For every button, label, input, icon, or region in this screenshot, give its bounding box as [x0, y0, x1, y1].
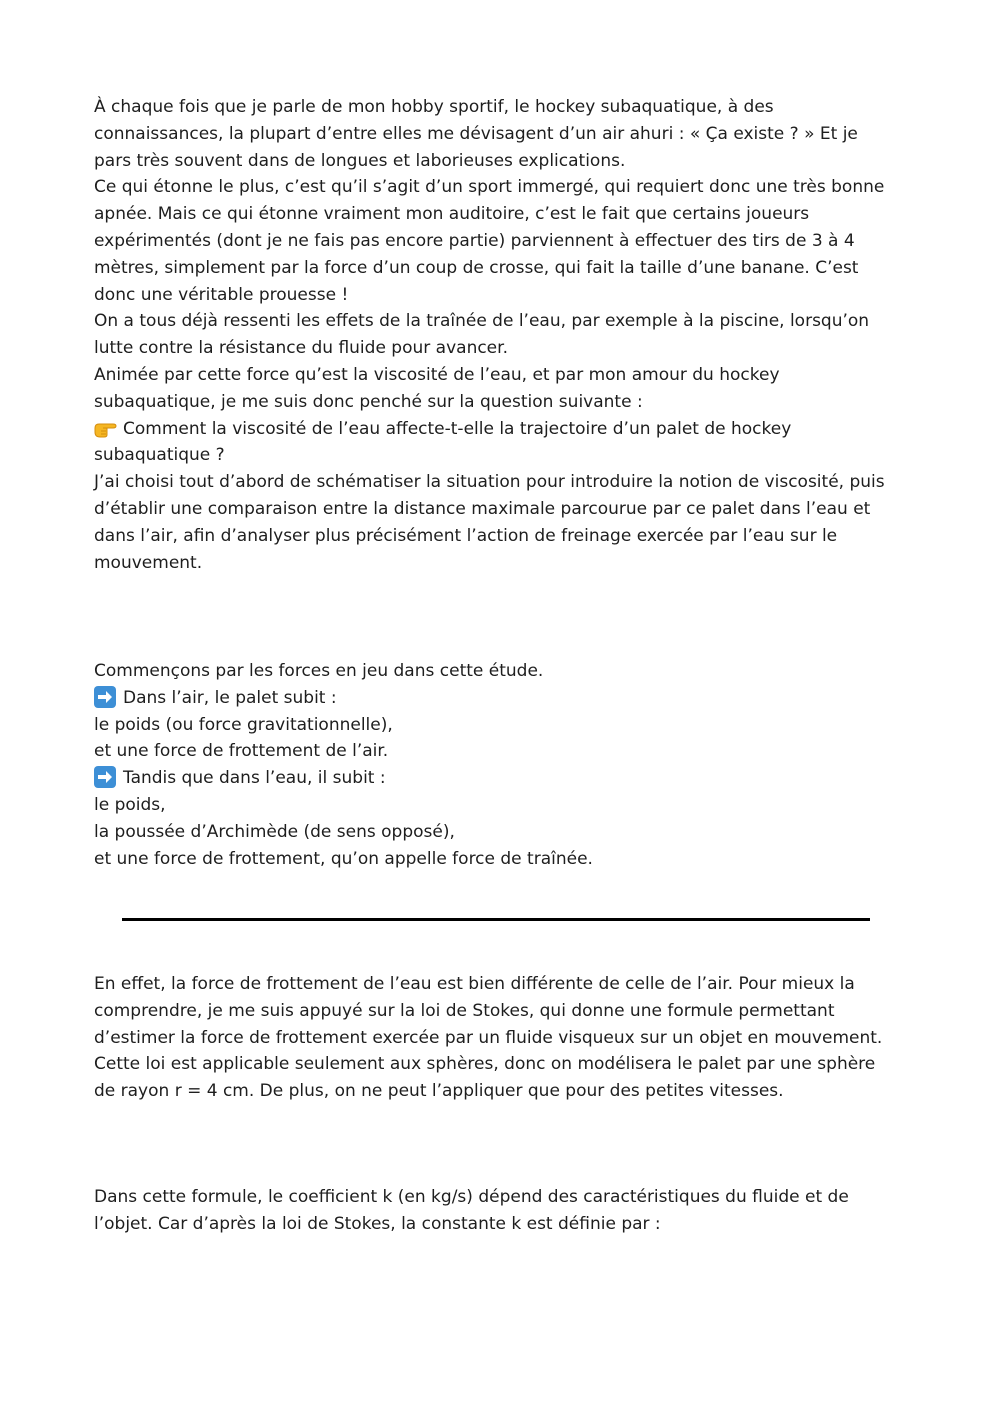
air-force-item: le poids (ou force gravitationnelle),	[94, 714, 393, 735]
intro-section	[94, 94, 899, 576]
right-arrow-icon	[94, 766, 116, 788]
intro-line: Ce qui étonne le plus, c’est qu’il s’agit d’un sport immergé, qui requiert donc une très bonne	[94, 177, 885, 198]
water-force-item: le poids,	[94, 794, 166, 815]
intro-line: apnée. Mais ce qui étonne vraiment mon auditoire, c’est le fait que certains joueurs	[94, 204, 810, 225]
intro-line: pars très souvent dans de longues et laborieuses explications.	[94, 150, 626, 171]
forces-section	[94, 658, 899, 872]
water-force-item: et une force de frottement, qu’on appelle force de traînée.	[94, 848, 593, 869]
method-line: mouvement.	[94, 552, 203, 573]
water-force-item: la poussée d’Archimède (de sens opposé),	[94, 821, 455, 842]
question-text: Comment la viscosité de l’eau affecte-t-elle la trajectoire d’un palet de hockey	[123, 418, 792, 439]
stokes-section	[94, 971, 899, 1105]
intro-line: On a tous déjà ressenti les effets de la traînée de l’eau, par exemple à la piscine, lorsqu’on	[94, 311, 870, 332]
stokes-line: Cette loi est applicable seulement aux sphères, donc on modélisera le palet par une sphère	[94, 1054, 876, 1075]
intro-line: lutte contre la résistance du fluide pour avancer.	[94, 338, 508, 359]
air-heading	[94, 685, 899, 712]
water-heading	[94, 765, 899, 792]
stokes-line: de rayon r = 4 cm. De plus, on ne peut l’appliquer que pour des petites vitesses.	[94, 1081, 784, 1102]
stokes-line: En effet, la force de frottement de l’eau est bien différente de celle de l’air. Pour mieux la	[94, 974, 855, 994]
intro-line: subaquatique, je me suis donc penché sur la question suivante :	[94, 391, 643, 412]
intro-line: connaissances, la plupart d’entre elles me dévisagent d’un air ahuri : « Ça existe ? » Et je	[94, 123, 858, 144]
intro-line: donc une véritable prouesse !	[94, 284, 349, 305]
forces-intro: Commençons par les forces en jeu dans cette étude.	[94, 661, 544, 681]
stokes-line: d’estimer la force de frottement exercée par un fluide visqueux sur un objet en mouvement.	[94, 1027, 883, 1048]
air-force-item: et une force de frottement de l’air.	[94, 741, 389, 762]
research-question	[94, 416, 899, 443]
intro-line: Animée par cette force qu’est la viscosité de l’eau, et par mon amour du hockey	[94, 364, 780, 385]
intro-line: mètres, simplement par la force d’un coup de crosse, qui fait la taille d’une banane. C’est	[94, 257, 859, 278]
method-line: J’ai choisi tout d’abord de schématiser la situation pour introduire la notion de viscosité, puis	[94, 472, 885, 493]
pointing-hand-icon	[94, 418, 117, 438]
method-line: d’établir une comparaison entre la distance maximale parcourue par ce palet dans l’eau et	[94, 498, 871, 519]
intro-line: expérimentés (dont je ne fais pas encore partie) parviennent à effectuer des tirs de 3 à 4	[94, 230, 855, 251]
coefficient-line: Dans cette formule, le coefficient k (en kg/s) dépend des caractéristiques du fluide et de	[94, 1187, 849, 1207]
section-divider	[122, 918, 870, 921]
water-heading-text: Tandis que dans l’eau, il subit :	[123, 768, 386, 789]
coefficient-line: l’objet. Car d’après la loi de Stokes, la constante k est définie par :	[94, 1213, 661, 1234]
air-heading-text: Dans l’air, le palet subit :	[123, 687, 337, 708]
question-text-continued: subaquatique ?	[94, 445, 225, 466]
method-line: dans l’air, afin d’analyser plus précisément l’action de freinage exercée par l’eau sur le	[94, 525, 838, 546]
right-arrow-icon	[94, 686, 116, 708]
intro-line: À chaque fois que je parle de mon hobby sportif, le hockey subaquatique, à des	[94, 97, 774, 117]
coefficient-section	[94, 1184, 899, 1238]
stokes-line: comprendre, je me suis appuyé sur la loi de Stokes, qui donne une formule permettant	[94, 1000, 835, 1021]
